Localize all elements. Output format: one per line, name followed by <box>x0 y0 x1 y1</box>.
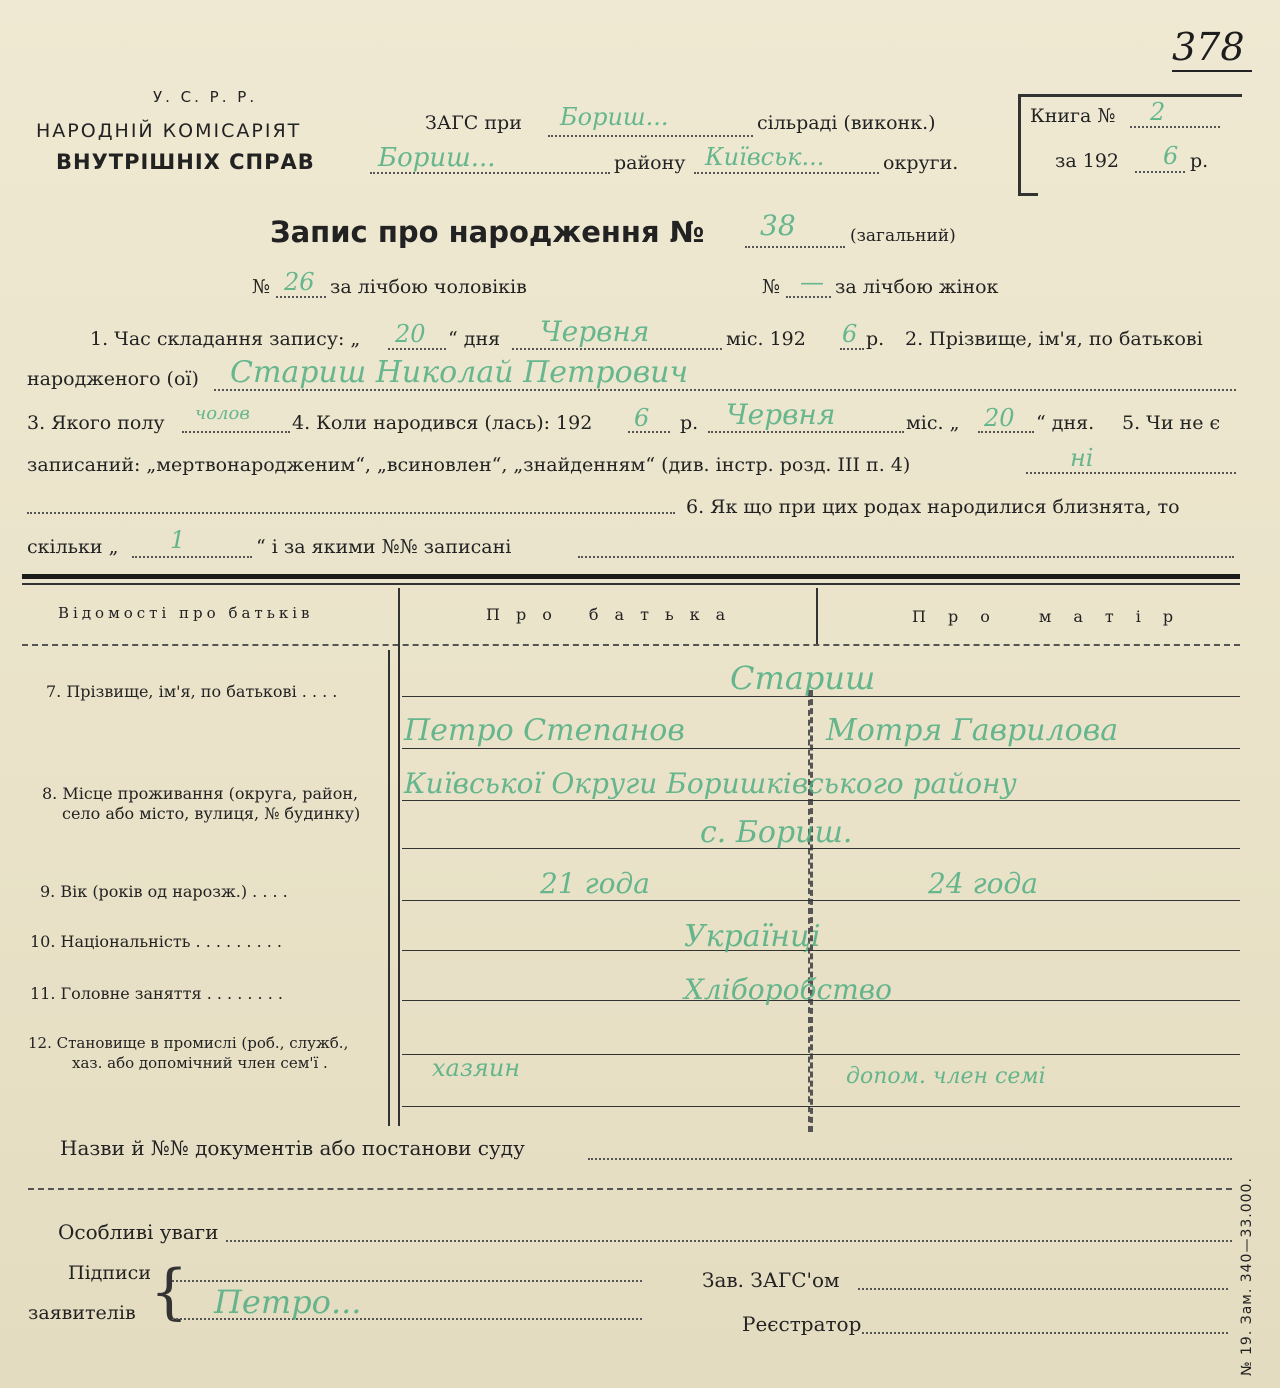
child-name-handwriting: Стариш Николай Петрович <box>230 355 689 390</box>
row7b-rule <box>402 748 1240 749</box>
signatures-label-line2: заявителів <box>28 1302 136 1324</box>
row9-label: 9. Вік (років од нарозж.) . . . . <box>40 882 288 901</box>
father-status-handwriting: хазяин <box>432 1054 521 1082</box>
book-year-dotted-line <box>1135 171 1185 173</box>
row9-rule <box>402 900 1240 901</box>
f1-day-handwriting: 20 <box>395 320 426 348</box>
father-age-handwriting: 21 года <box>540 867 650 900</box>
residence-line1-handwriting: Київської Округи Боришківського району <box>404 767 1017 800</box>
registrar-dotted-line <box>862 1332 1228 1334</box>
f5-answer-dotted-line <box>1026 472 1236 474</box>
field5-label-cont: записаний: „мертвонародженим“, „всиновлен“, „знайденням“ (див. інстр. розд. III п. 4) <box>27 454 911 476</box>
f1-month-label: міс. 192 <box>726 328 806 350</box>
f1-year-dotted-line <box>840 348 864 350</box>
raion-handwriting: Бориш... <box>378 143 496 173</box>
applicant-signature: Петро... <box>214 1283 362 1321</box>
book-year-prefix: за 192 <box>1055 150 1119 172</box>
f5-answer-handwriting: ні <box>1070 444 1094 472</box>
twins-handwriting: 1 <box>170 526 186 554</box>
book-year-handwriting: 6 <box>1163 142 1179 170</box>
field6-label-cont1: скільки „ <box>27 536 119 558</box>
f4-day-handwriting: 20 <box>984 404 1015 432</box>
male-no-handwriting: 26 <box>284 268 315 296</box>
documents-dotted-line <box>588 1158 1232 1160</box>
table-header-father: Про батька <box>486 605 742 624</box>
silradi-label: сільраді (виконк.) <box>757 112 936 134</box>
signature-line-1 <box>172 1280 642 1282</box>
sheet-number-underline <box>1172 70 1252 72</box>
table-divider-2-header <box>816 588 818 644</box>
male-no-label: № <box>252 276 270 298</box>
republic-label: У. С. Р. Р. <box>153 88 258 106</box>
row12-rule <box>402 1054 1240 1055</box>
zags-head-label: Зав. ЗАГС'ом <box>702 1268 840 1292</box>
f4-year-suffix: р. <box>680 412 699 434</box>
ministry-line1: НАРОДНІЙ КОМІСАРІЯТ <box>36 120 302 142</box>
book-box-left-border <box>1018 94 1021 194</box>
f1-year-suffix: р. <box>866 328 885 350</box>
field2-label: 2. Прізвище, ім'я, по батькові <box>905 328 1203 350</box>
table-top-thick-rule <box>22 574 1240 579</box>
father-name-handwriting: Петро Степанов <box>404 713 685 748</box>
ministry-line2: ВНУТРІШНІХ СПРАВ <box>56 150 315 174</box>
male-count-label: за лічбою чоловіків <box>330 276 527 298</box>
raionu-label: району <box>614 152 686 174</box>
f1-month-dotted-line <box>512 348 722 350</box>
row10-rule <box>402 950 1240 951</box>
row8-rule <box>402 800 1240 801</box>
print-order-number: № 19. Зам. 340—33.000. <box>1239 1177 1255 1376</box>
signatures-brace: { <box>150 1257 189 1327</box>
female-no-label: № <box>762 276 780 298</box>
row8-label-line1: 8. Місце проживання (округа, район, <box>42 784 359 803</box>
okrugy-label: округи. <box>883 152 959 174</box>
field6-label: 6. Як що при цих родах народилися близнята, то <box>686 496 1180 518</box>
documents-label: Назви й №№ документів або постанови суду <box>60 1136 525 1160</box>
table-top-thin-rule <box>22 583 1240 585</box>
f4-month-dotted-line <box>708 431 904 433</box>
f1-year-handwriting: 6 <box>842 320 858 348</box>
mother-status-handwriting: допом. член семі <box>846 1064 1046 1089</box>
field2-label-cont: народженого (ої) <box>27 368 199 390</box>
female-count-label: за лічбою жінок <box>835 276 999 298</box>
okruga-handwriting: Київськ... <box>705 143 825 171</box>
registrar-label: Реєстратор <box>742 1312 862 1336</box>
book-box-top-border <box>1018 94 1242 97</box>
twins-numbers-dotted-line <box>578 556 1234 558</box>
row12-label-line1: 12. Становище в промислі (роб., служб., <box>28 1034 349 1052</box>
sex-dotted-line <box>182 431 290 433</box>
documents-continuation-line <box>28 1188 1232 1190</box>
female-no-handwriting: — <box>800 268 824 296</box>
book-no-handwriting: 2 <box>1150 98 1166 126</box>
twins-dotted-line <box>132 556 252 558</box>
occupation-handwriting: Хліборобство <box>684 973 892 1006</box>
sex-handwriting: чолов <box>195 403 250 424</box>
record-no-handwriting: 38 <box>760 209 796 242</box>
book-year-suffix: р. <box>1190 150 1209 172</box>
f4-day-label: “ дня. <box>1036 412 1095 434</box>
record-general-label: (загальний) <box>850 226 956 246</box>
row12-label-line2: хаз. або допомічний член сем'ї . <box>72 1054 328 1072</box>
female-no-dotted-line <box>786 296 831 298</box>
book-label: Книга № <box>1030 105 1116 127</box>
f1-day-label: “ дня <box>448 328 501 350</box>
record-no-dotted-line <box>745 246 845 248</box>
field3-label: 3. Якого полу <box>27 412 165 434</box>
zags-label: ЗАГС при <box>425 112 522 134</box>
table-inner-left-divider <box>388 650 390 1126</box>
table-divider-2-body <box>808 690 813 1132</box>
row11-label: 11. Головне заняття . . . . . . . . <box>30 984 283 1003</box>
f1-month-handwriting: Червня <box>540 315 650 348</box>
book-no-dotted-line <box>1130 126 1220 128</box>
village-dotted-line <box>548 135 753 137</box>
field6-label-cont2: “ і за якими №№ записані <box>256 536 512 558</box>
f1-day-dotted-line <box>388 348 446 350</box>
nationality-handwriting: Українці <box>684 919 821 954</box>
f5-continuation-dotted-line <box>27 512 675 514</box>
surname-handwriting: Стариш <box>730 659 876 697</box>
mother-age-handwriting: 24 года <box>928 867 1038 900</box>
table-header-parents-info: Відомості про батьків <box>58 604 314 622</box>
table-header-mother: Про матір <box>912 607 1196 626</box>
f4-month-label: міс. „ <box>906 412 960 434</box>
mother-name-handwriting: Мотря Гаврилова <box>826 713 1119 748</box>
residence-line2-handwriting: с. Бориш. <box>700 815 853 850</box>
field1-label: 1. Час складання запису: „ <box>90 328 361 350</box>
table-header-bottom-rule <box>22 644 1240 646</box>
signatures-label-line1: Підписи <box>68 1262 151 1284</box>
field4-label: 4. Коли народився (лась): 192 <box>292 412 593 434</box>
row8-label-line2: село або місто, вулиця, № будинку) <box>62 804 361 823</box>
notes-label: Особливі уваги <box>58 1220 219 1244</box>
row12b-rule <box>402 1106 1240 1107</box>
row10-label: 10. Національність . . . . . . . . . <box>30 932 282 951</box>
row7-label: 7. Прізвище, ім'я, по батькові . . . . <box>46 682 338 701</box>
village-handwriting: Бориш... <box>560 103 669 131</box>
sheet-number: 378 <box>1172 25 1245 69</box>
male-no-dotted-line <box>276 296 326 298</box>
f4-year-handwriting: 6 <box>634 404 650 432</box>
book-box-bottom-tick <box>1018 193 1038 196</box>
table-divider-1 <box>398 588 400 1126</box>
notes-dotted-line <box>226 1240 1232 1242</box>
okruga-dotted-line <box>694 172 879 174</box>
f4-month-handwriting: Червня <box>726 398 836 431</box>
field5-label: 5. Чи не є <box>1122 412 1221 434</box>
record-title: Запис про народження № <box>270 215 705 249</box>
zags-head-dotted-line <box>858 1288 1228 1290</box>
